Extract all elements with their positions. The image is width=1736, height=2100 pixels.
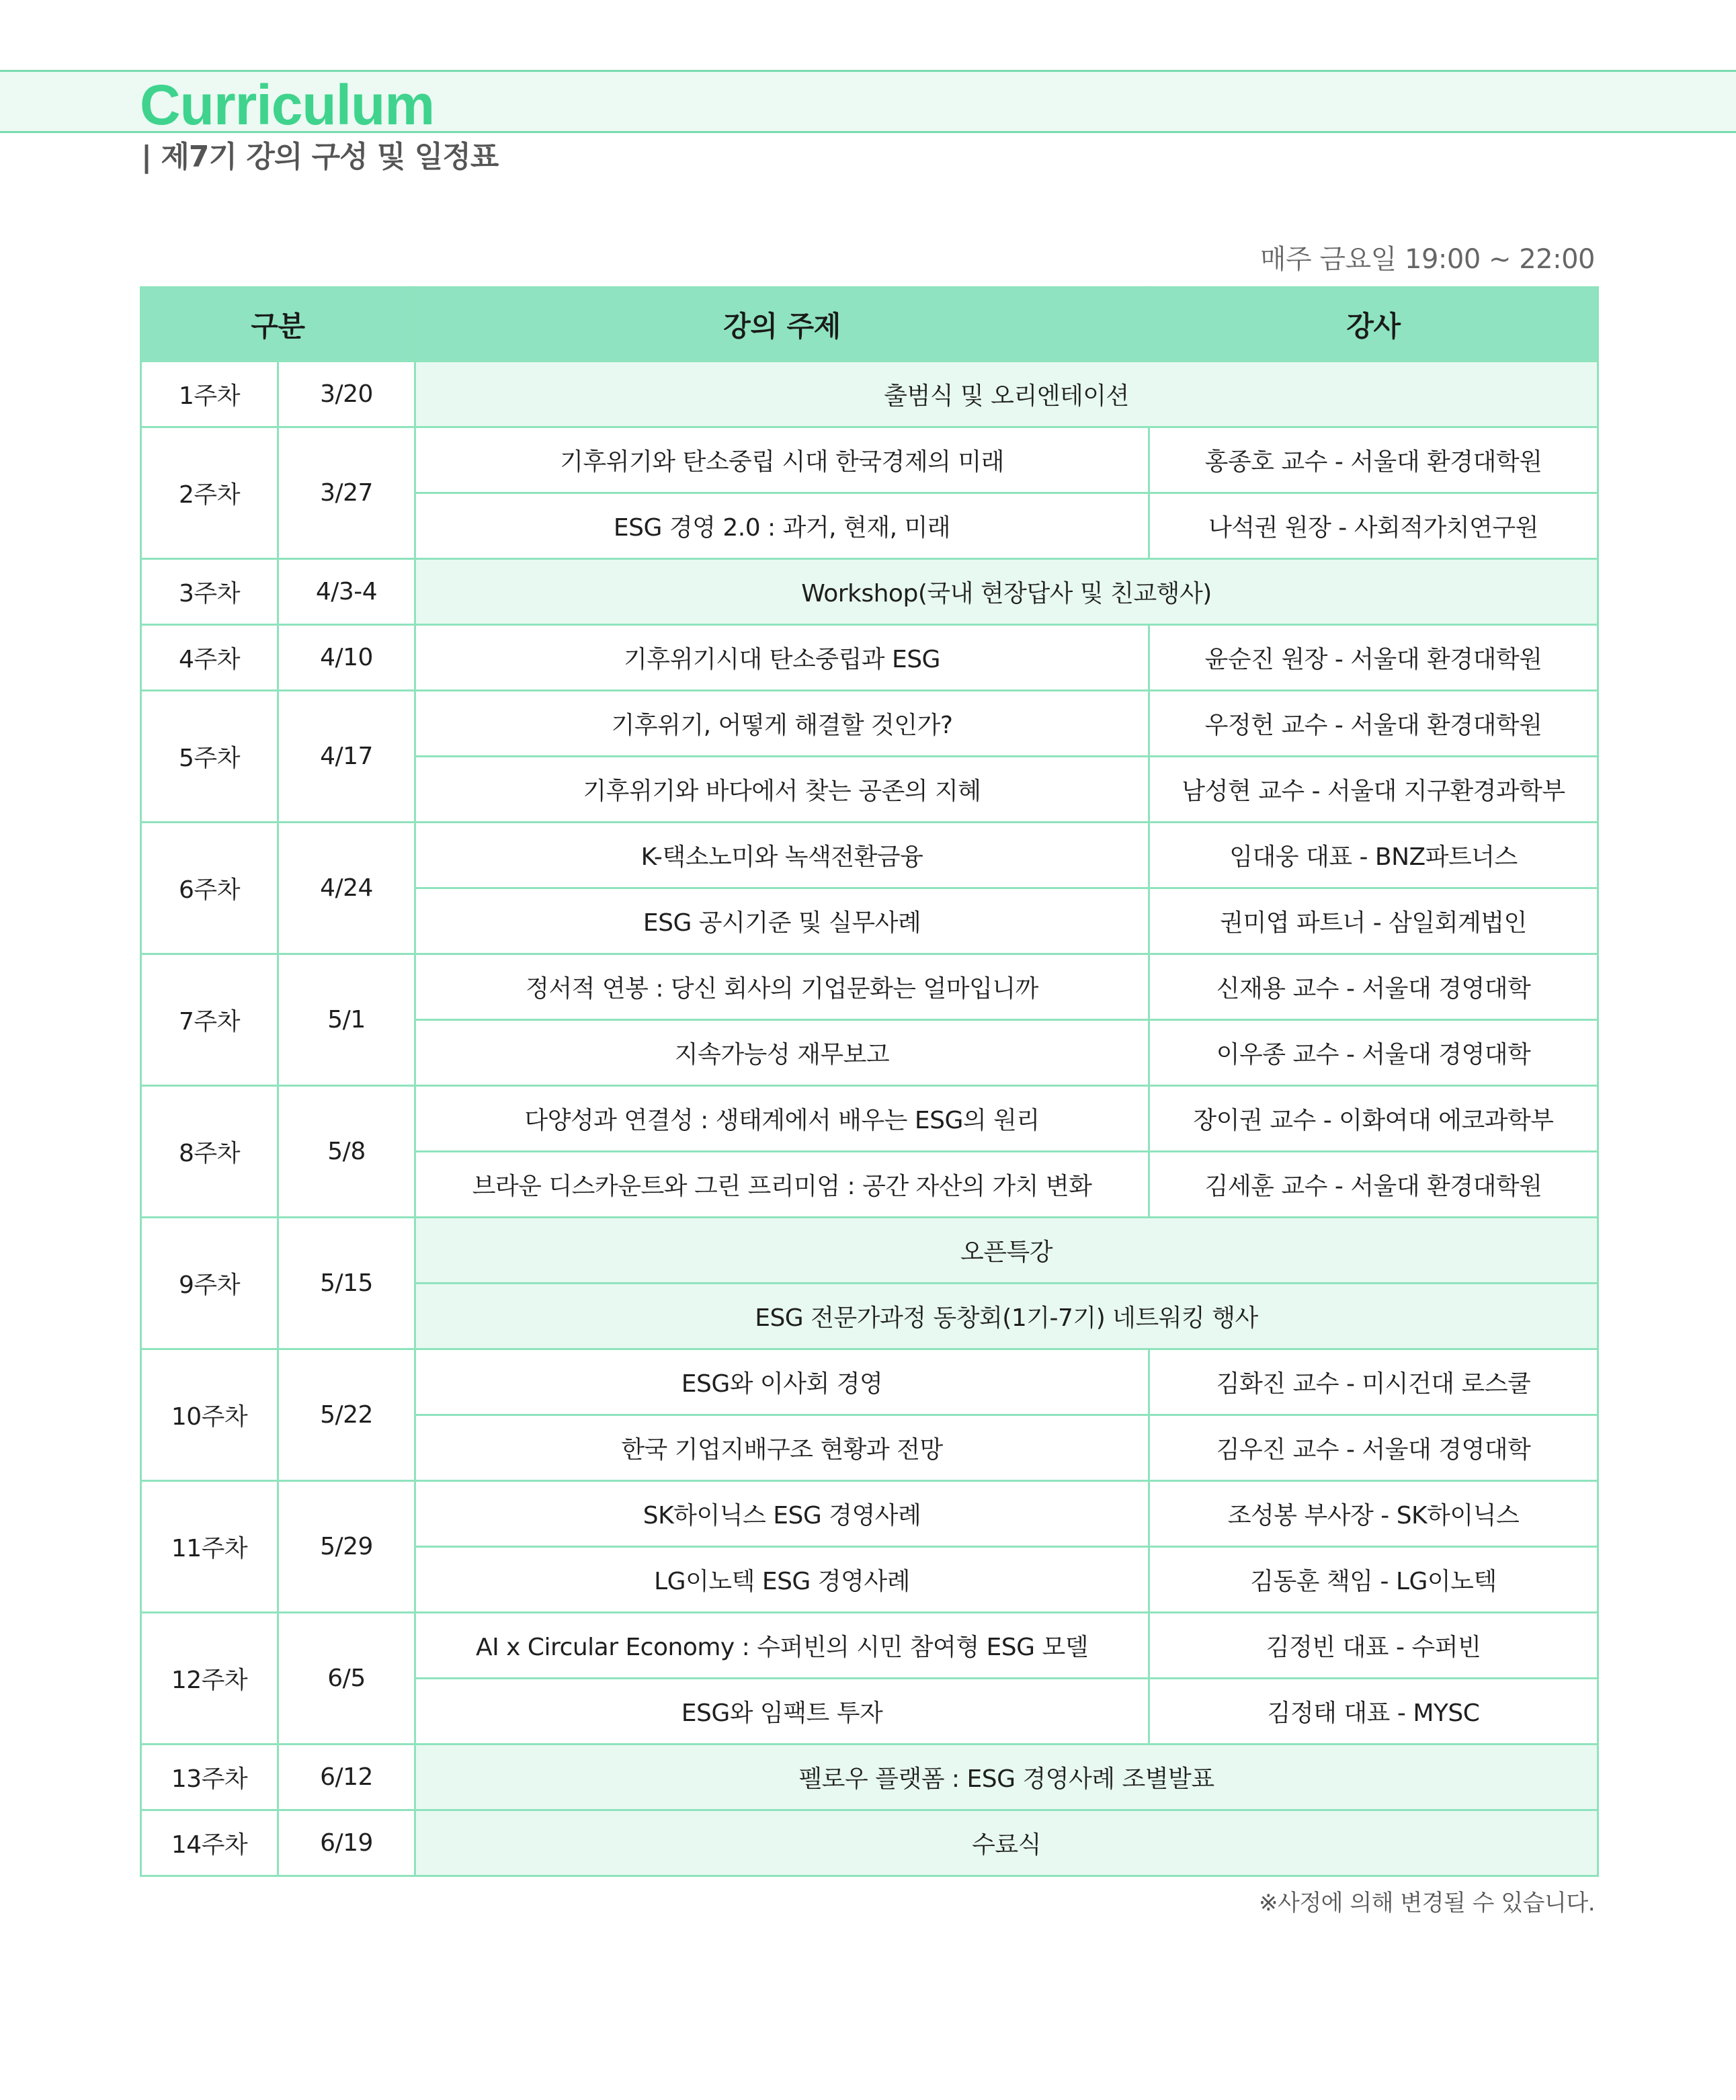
table-row xyxy=(141,625,1598,691)
topic-cell: ESG 경영 2.0 : 과거, 현재, 미래 xyxy=(415,493,1149,559)
table-row xyxy=(141,823,1598,888)
curriculum-table xyxy=(140,286,1599,1877)
date-cell: 6/19 xyxy=(278,1810,415,1876)
table-row xyxy=(141,691,1598,757)
week-cell: 4주차 xyxy=(141,625,278,691)
date-cell: 3/20 xyxy=(278,362,415,427)
header-lecturer: 강사 xyxy=(1149,288,1598,362)
lecturer-cell: 김세훈 교수 - 서울대 환경대학원 xyxy=(1149,1152,1598,1218)
week-cell: 10주차 xyxy=(141,1349,278,1481)
table-row xyxy=(141,1349,1598,1415)
topic-cell: 기후위기와 탄소중립 시대 한국경제의 미래 xyxy=(415,427,1149,493)
lecturer-cell: 홍종호 교수 - 서울대 환경대학원 xyxy=(1149,427,1598,493)
event-cell: 펠로우 플랫폼 : ESG 경영사례 조별발표 xyxy=(415,1745,1598,1810)
header-category: 구분 xyxy=(141,288,415,362)
week-cell: 6주차 xyxy=(141,823,278,954)
lecturer-cell: 신재용 교수 - 서울대 경영대학 xyxy=(1149,954,1598,1020)
date-cell: 3/27 xyxy=(278,427,415,559)
footnote: ※사정에 의해 변경될 수 있습니다. xyxy=(1259,1890,1595,1917)
week-cell: 2주차 xyxy=(141,427,278,559)
lecturer-cell: 김동훈 책임 - LG이노텍 xyxy=(1149,1547,1598,1613)
table-row xyxy=(141,427,1598,493)
date-cell: 5/15 xyxy=(278,1218,415,1349)
topic-cell: 브라운 디스카운트와 그린 프리미엄 : 공간 자산의 가치 변화 xyxy=(415,1152,1149,1218)
date-cell: 4/24 xyxy=(278,823,415,954)
week-cell: 11주차 xyxy=(141,1481,278,1613)
lecturer-cell: 김정빈 대표 - 수퍼빈 xyxy=(1149,1613,1598,1679)
week-cell: 12주차 xyxy=(141,1613,278,1745)
lecturer-cell: 윤순진 원장 - 서울대 환경대학원 xyxy=(1149,625,1598,691)
page-subtitle: | 제7기 강의 구성 및 일정표 xyxy=(141,140,499,174)
table-header-row xyxy=(141,288,1598,362)
topic-cell: 다양성과 연결성 : 생태계에서 배우는 ESG의 원리 xyxy=(415,1086,1149,1152)
lecturer-cell: 권미엽 파트너 - 삼일회계법인 xyxy=(1149,888,1598,954)
table-row xyxy=(141,559,1598,625)
topic-cell: ESG와 이사회 경영 xyxy=(415,1349,1149,1415)
date-cell: 4/17 xyxy=(278,691,415,823)
lecturer-cell: 조성봉 부사장 - SK하이닉스 xyxy=(1149,1481,1598,1547)
week-cell: 3주차 xyxy=(141,559,278,625)
topic-cell: 기후위기와 바다에서 찾는 공존의 지혜 xyxy=(415,757,1149,823)
event-cell: ESG 전문가과정 동창회(1기-7기) 네트워킹 행사 xyxy=(415,1284,1598,1349)
date-cell: 4/3-4 xyxy=(278,559,415,625)
date-cell: 4/10 xyxy=(278,625,415,691)
table-row xyxy=(141,362,1598,427)
date-cell: 5/22 xyxy=(278,1349,415,1481)
topic-cell: 한국 기업지배구조 현황과 전망 xyxy=(415,1415,1149,1481)
date-cell: 5/8 xyxy=(278,1086,415,1218)
lecturer-cell: 김우진 교수 - 서울대 경영대학 xyxy=(1149,1415,1598,1481)
date-cell: 5/1 xyxy=(278,954,415,1086)
table-row xyxy=(141,954,1598,1020)
week-cell: 14주차 xyxy=(141,1810,278,1876)
topic-cell: 기후위기, 어떻게 해결할 것인가? xyxy=(415,691,1149,757)
date-cell: 6/12 xyxy=(278,1745,415,1810)
topic-cell: LG이노텍 ESG 경영사례 xyxy=(415,1547,1149,1613)
topic-cell: AI x Circular Economy : 수퍼빈의 시민 참여형 ESG 모델 xyxy=(415,1613,1149,1679)
topic-cell: ESG 공시기준 및 실무사례 xyxy=(415,888,1149,954)
topic-cell: ESG와 임팩트 투자 xyxy=(415,1679,1149,1745)
lecturer-cell: 김화진 교수 - 미시건대 로스쿨 xyxy=(1149,1349,1598,1415)
date-cell: 6/5 xyxy=(278,1613,415,1745)
week-cell: 1주차 xyxy=(141,362,278,427)
table-row xyxy=(141,1086,1598,1152)
week-cell: 5주차 xyxy=(141,691,278,823)
date-cell: 5/29 xyxy=(278,1481,415,1613)
topic-cell: 정서적 연봉 : 당신 회사의 기업문화는 얼마입니까 xyxy=(415,954,1149,1020)
event-cell: 오픈특강 xyxy=(415,1218,1598,1284)
week-cell: 7주차 xyxy=(141,954,278,1086)
week-cell: 9주차 xyxy=(141,1218,278,1349)
schedule-info: 매주 금요일 19:00 ~ 22:00 xyxy=(1259,244,1595,275)
topic-cell: K-택소노미와 녹색전환금융 xyxy=(415,823,1149,888)
topic-cell: SK하이닉스 ESG 경영사례 xyxy=(415,1481,1149,1547)
header-topic: 강의 주제 xyxy=(415,288,1149,362)
lecturer-cell: 남성현 교수 - 서울대 지구환경과학부 xyxy=(1149,757,1598,823)
week-cell: 8주차 xyxy=(141,1086,278,1218)
table-row xyxy=(141,1613,1598,1679)
week-cell: 13주차 xyxy=(141,1745,278,1810)
lecturer-cell: 우정헌 교수 - 서울대 환경대학원 xyxy=(1149,691,1598,757)
lecturer-cell: 김정태 대표 - MYSC xyxy=(1149,1679,1598,1745)
lecturer-cell: 임대웅 대표 - BNZ파트너스 xyxy=(1149,823,1598,888)
lecturer-cell: 이우종 교수 - 서울대 경영대학 xyxy=(1149,1020,1598,1086)
table-row xyxy=(141,1745,1598,1810)
table-row xyxy=(141,1810,1598,1876)
table-row xyxy=(141,1218,1598,1284)
topic-cell: 지속가능성 재무보고 xyxy=(415,1020,1149,1086)
event-cell: 출범식 및 오리엔테이션 xyxy=(415,362,1598,427)
event-cell: Workshop(국내 현장답사 및 친교행사) xyxy=(415,559,1598,625)
lecturer-cell: 장이권 교수 - 이화여대 에코과학부 xyxy=(1149,1086,1598,1152)
lecturer-cell: 나석권 원장 - 사회적가치연구원 xyxy=(1149,493,1598,559)
table-row xyxy=(141,1481,1598,1547)
page-title: Curriculum xyxy=(140,73,435,136)
topic-cell: 기후위기시대 탄소중립과 ESG xyxy=(415,625,1149,691)
event-cell: 수료식 xyxy=(415,1810,1598,1876)
